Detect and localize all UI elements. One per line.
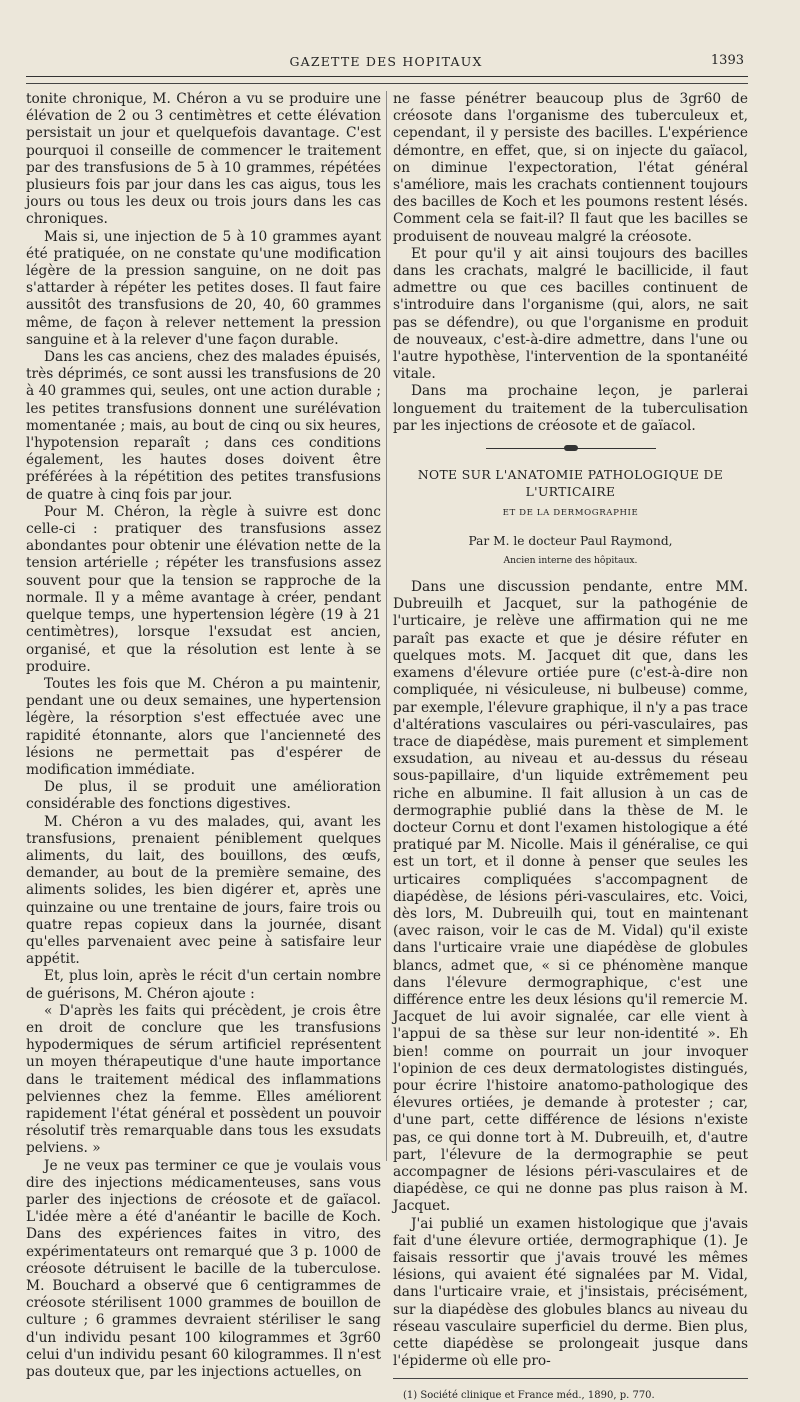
paragraph: Toutes les fois que M. Chéron a pu maintenir, pendant une ou deux semaines, une hypertension légère, la résorption s'est effectuée avec une rapidité étonnante, alors que l'ancienneté des lésions ne permettait pas d'espérer de modification immédiate. — [26, 675, 381, 778]
paragraph: Dans les cas anciens, chez des malades épuisés, très déprimés, ce sont aussi les transfusions de 20 à 40 grammes qui, seules, ont une action durable ; les petites transfusions donnent une surélévation momentanée ; mais, au bout de cinq ou six heures, l'hypotension reparaît ; dans ces conditions également, les hautes doses doivent être préférées à la répétition des petites transfusions de quatre à cinq fois par jour. — [26, 349, 381, 503]
section-separator-ornament — [486, 443, 656, 453]
footnote-rule — [393, 1378, 748, 1379]
paragraph: tonite chronique, M. Chéron a vu se produire une élévation de 2 ou 3 centimètres et cette élévation persistait un jour et quelquefois davantage. C'est pourquoi il conseille de commencer le traitement par des transfusions de 5 à 10 grammes, répétées plusieurs fois par jour dans les cas aigus, tous les jours ou tous les deux ou trois jours dans les cas chroniques. — [26, 91, 381, 228]
quotation-paragraph: « D'après les faits qui précèdent, je crois être en droit de conclure que les transfusions hypodermiques de sérum artificiel représentent un moyen thérapeutique d'une haute importance dans le traitement médical des inflammations pelviennes chez la femme. Elles améliorent rapidement l'état général et possèdent un pouvoir résolutif très remarquable dans tous les exsudats pelviens. » — [26, 1002, 381, 1157]
paragraph: Et pour qu'il y ait ainsi toujours des bacilles dans les crachats, malgré le bacillicide, il faut admettre ou que ces bacilles continuent de s'introduire dans l'organisme (qui, alors, ne sait pas se défendre), ou que l'organisme en produit de nouveaux, c'est-à-dire admettre, dans l'une ou l'autre hypothèse, l'intervention de la spontanéité vitale. — [393, 245, 748, 383]
paragraph: M. Chéron a vu des malades, qui, avant les transfusions, prenaient péniblement quelques aliments, du lait, des bouillons, des œufs, demander, au bout de la première semaine, des aliments solides, les bien digérer et, après une quinzaine ou une trentaine de jours, faire trois ou quatre repas copieux dans la journée, disant qu'elles parvenaient avec peine à satisfaire leur appétit. — [26, 813, 381, 968]
article-subtitle: ET DE LA DERMOGRAPHIE — [502, 508, 639, 519]
header-double-rule — [26, 76, 748, 84]
paragraph: Mais si, une injection de 5 à 10 grammes ayant été pratiquée, on ne constate qu'une modification légère de la pression sanguine, on ne doit pas s'attarder à répéter les petites doses. Il faut faire aussitôt des transfusions de 20, 40, 60 grammes même, de façon à relever nettement la pression sanguine et à la relever d'une façon durable. — [26, 228, 381, 348]
column-divider — [386, 91, 387, 1161]
left-column — [26, 91, 381, 1381]
article-byline: Par M. le docteur Paul Raymond, — [468, 533, 673, 548]
paragraph: Dans une discussion pendante, entre MM. Dubreuilh et Jacquet, sur la pathogénie de l'urticaire, je relève une affirmation qui ne me paraît pas exacte et que je désire réfuter en quelques mots. M. Jacquet dit que, dans les examens d'élevure ortiée pure (c'est-à-dire non compliquée, ni vésiculeuse, ni bulbeuse) comme, par exemple, l'élevure graphique, il n'y a pas trace d'altérations vasculaires ou péri-vasculaires, pas trace de diapédèse, mais purement et simplement exsudation, au niveau et au-dessus du réseau sous-papillaire, d'un liquide extrêmement peu riche en albumine. Il fait allusion à un cas de dermographie publié dans la thèse de M. le docteur Cornu et dont l'examen histologique a été pratiqué par M. Nicolle. Mais il généralise, ce qui est un tort, et il donne à penser que seules les urticaires compliquées s'accompagnent de diapédèse, de lésions péri-vasculaires, etc. Voici, dès lors, M. Dubreuilh qui, tout en maintenant (avec raison, voir le cas de M. Vidal) qu'il existe dans l'urticaire vraie une diapédèse de globules blancs, admet que, « si ce phénomène manque dans l'élevure dermographique, c'est une différence entre les deux lésions qu'il remercie M. Jacquet de lui avoir signalée, car elle vient à l'appui de sa thèse sur leur non-identité ». Eh bien! comme on pourrait un jour invoquer l'opinion de ces deux dermatologistes distingués, pour écrire l'histoire anatomo-pathologique des élevures ortiées, je demande à protester ; car, d'une part, cette différence de lésions n'existe pas, ce qui donne tort à M. Dubreuilh, et, d'autre part, l'élevure de la dermographie se peut accompagner de lésions péri-vasculaires et de diapédèse, ce qui ne donne pas plus raison à M. Jacquet. — [393, 579, 748, 1215]
paragraph: Et, plus loin, après le récit d'un certain nombre de guérisons, M. Chéron ajoute : — [26, 968, 381, 1002]
article-title: NOTE SUR L'ANATOMIE PATHOLOGIQUE DE L'URTICAIRE — [417, 468, 724, 500]
author-role: Ancien interne des hôpitaux. — [503, 554, 638, 566]
right-column — [393, 91, 748, 1402]
paragraph: ne fasse pénétrer beaucoup plus de 3gr60 de créosote dans l'organisme des tuberculeux et, cependant, il y persiste des bacilles. L'expérience démontre, en effet, que, si on injecte du gaïacol, on diminue l'expectoration, l'état général s'améliore, mais les crachats contiennent toujours des bacilles de Koch et les poumons restent lésés. Comment cela se fait-il? Il faut que les bacilles se produisent de nouveau malgré la créosote. — [393, 91, 748, 245]
paragraph: Dans ma prochaine leçon, je parlerai longuement du traitement de la tuberculisation par les injections de créosote et de gaïacol. — [393, 383, 748, 434]
paragraph: J'ai publié un examen histologique que j'avais fait d'une élevure ortiée, dermographique (1). Je faisais ressortir que j'avais trouvé les mêmes lésions, qui avaient été signalées par M. Vidal, dans l'urticaire vraie, et j'insistais, précisément, sur la diapédèse des globules blancs au niveau du réseau vasculaire superficiel du derme. Bien plus, cette diapédèse se prolongeait jusque dans l'épiderme où elle pro- — [393, 1215, 748, 1370]
page-number: 1393 — [710, 53, 744, 68]
page-header — [26, 52, 746, 72]
paragraph: Je ne veux pas terminer ce que je voulais vous dire des injections médicamenteuses, sans vous parler des injections de créosote et de gaïacol. L'idée mère a été d'anéantir le bacille de Koch. Dans des expériences faites in vitro, des expérimentateurs ont remarqué que 3 p. 1000 de créosote détruisent le bacille de la tuberculose. M. Bouchard a observé que 6 centigrammes de créosote stérilisent 1000 grammes de bouillon de culture ; 6 grammes devraient stériliser le sang d'un individu pesant 100 kilogrammes et 3gr60 celui d'un individu pesant 60 kilogrammes. Il n'est pas douteux que, par les injections actuelles, on — [26, 1157, 381, 1381]
footnote: (1) Société clinique et France méd., 1890, p. 770. — [403, 1390, 655, 1402]
paragraph: De plus, il se produit une amélioration considérable des fonctions digestives. — [26, 779, 381, 813]
journal-title: GAZETTE DES HOPITAUX — [289, 54, 483, 69]
paragraph: Pour M. Chéron, la règle à suivre est donc celle-ci : pratiquer des transfusions assez abondantes pour obtenir une élévation nette de la tension artérielle ; répéter les transfusions assez souvent pour que la tension se rapproche de la normale. Il y a même avantage à créer, pendant quelque temps, une hypertension légère (19 à 21 centimètres), lorsque l'exsudat est ancien, organisé, et que la résolution est lente à se produire. — [26, 503, 381, 675]
